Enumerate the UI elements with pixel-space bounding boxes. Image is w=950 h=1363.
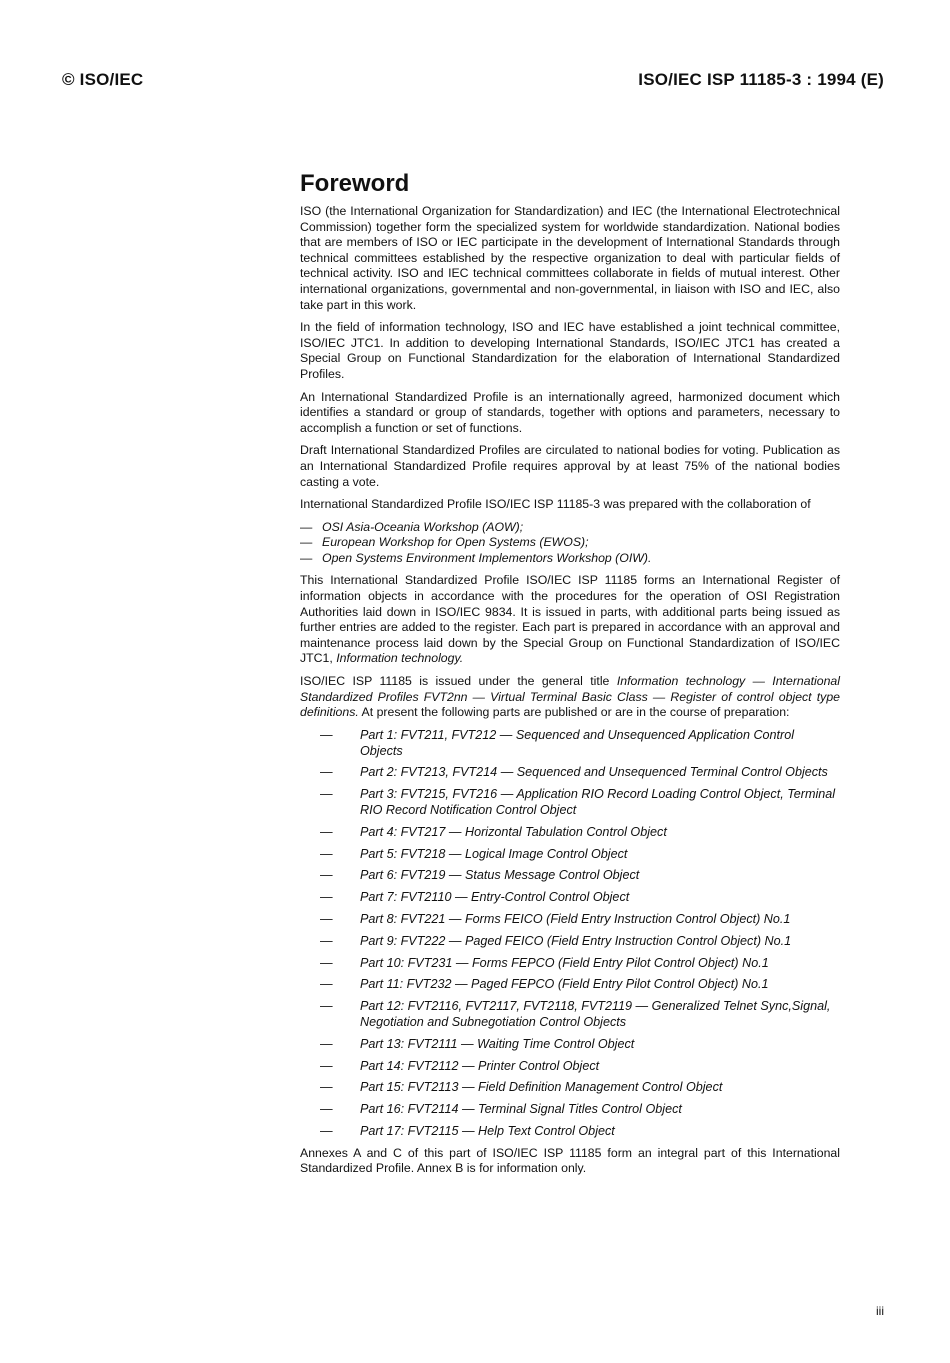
list-item: [300, 765, 840, 781]
part-title: Part 16: FVT2114 — Terminal Signal Titles Control Object: [360, 1102, 682, 1117]
part-title: Part 11: FVT232 — Paged FEPCO (Field Entry Pilot Control Object) No.1: [360, 977, 769, 992]
list-item: [300, 1124, 840, 1140]
general-title-intro: ISO/IEC ISP 11185 is issued under the general title: [300, 674, 610, 689]
list-item: [300, 912, 840, 928]
list-item: [300, 520, 840, 536]
list-item: [300, 999, 840, 1031]
list-item: [300, 1102, 840, 1118]
dash-marker: —: [300, 519, 313, 534]
general-title-outro: At present the following parts are published or are in the course of preparation:: [361, 705, 790, 720]
dash-marker: —: [320, 955, 333, 970]
part-title: Part 7: FVT2110 — Entry-Control Control Object: [360, 890, 630, 905]
collaborator-name: Open Systems Environment Implementors Workshop (OIW).: [322, 550, 652, 565]
header-right: ISO/IEC ISP 11185-3 : 1994 (E): [638, 70, 884, 89]
dash-marker: —: [320, 911, 333, 926]
dash-marker: —: [320, 977, 333, 992]
page-title: Foreword: [300, 170, 410, 197]
register-title: Information technology.: [336, 651, 464, 666]
list-item: [300, 551, 840, 567]
part-title: Part 1: FVT211, FVT212 — Sequenced and Unsequenced Application Control Objects: [360, 727, 795, 758]
list-item: [300, 535, 840, 551]
dash-marker: —: [320, 933, 333, 948]
paragraph-collaboration: International Standardized Profile ISO/IEC ISP 11185-3 was prepared with the collaboration of: [300, 497, 811, 512]
part-title: Part 8: FVT221 — Forms FEICO (Field Entry Instruction Control Object) No.1: [360, 911, 791, 926]
list-item: [300, 728, 840, 760]
part-title: Part 12: FVT2116, FVT2117, FVT2118, FVT2119 — Generalized Telnet Sync,Signal, Negotiation and Subnegotiation Control Objects: [360, 999, 831, 1029]
dash-marker: —: [320, 846, 333, 861]
part-title: Part 2: FVT213, FVT214 — Sequenced and Unsequenced Terminal Control Objects: [360, 765, 828, 780]
dash-marker: —: [320, 890, 333, 905]
collaborator-name: OSI Asia-Oceania Workshop (AOW);: [322, 519, 524, 534]
list-item: [300, 847, 840, 863]
list-item: [300, 787, 840, 819]
foreword-section: [300, 170, 840, 1184]
paragraph-voting: Draft International Standardized Profiles are circulated to national bodies for voting. Publication as an International Standardized Profile requires approval by at least 75% of the national bodies casting a vote.: [300, 443, 840, 489]
list-item: [300, 956, 840, 972]
dash-marker: —: [320, 765, 333, 780]
list-item: [300, 977, 840, 993]
paragraph-annexes: Annexes A and C of this part of ISO/IEC ISP 11185 form an integral part of this International Standardized Profile. Annex B is for information only.: [300, 1145, 840, 1176]
dash-marker: —: [320, 727, 333, 742]
dash-marker: —: [320, 1102, 333, 1117]
dash-marker: —: [300, 550, 313, 565]
part-title: Part 4: FVT217 — Horizontal Tabulation Control Object: [360, 824, 667, 839]
list-item: [300, 825, 840, 841]
part-title: Part 10: FVT231 — Forms FEPCO (Field Entry Pilot Control Object) No.1: [360, 955, 769, 970]
dash-marker: —: [320, 787, 333, 802]
list-item: [300, 1059, 840, 1075]
part-title: Part 15: FVT2113 — Field Definition Management Control Object: [360, 1080, 723, 1095]
dash-marker: —: [320, 999, 333, 1014]
page-number: iii: [876, 1304, 884, 1318]
paragraph-register: [300, 573, 840, 667]
part-title: Part 6: FVT219 — Status Message Control Object: [360, 868, 640, 883]
part-title: Part 17: FVT2115 — Help Text Control Object: [360, 1123, 615, 1138]
dash-marker: —: [320, 868, 333, 883]
part-title: Part 9: FVT222 — Paged FEICO (Field Entry Instruction Control Object) No.1: [360, 933, 792, 948]
list-item: [300, 1037, 840, 1053]
part-title: Part 14: FVT2112 — Printer Control Object: [360, 1058, 600, 1073]
paragraph-general-title: [300, 674, 840, 721]
part-title: Part 3: FVT215, FVT216 — Application RIO Record Loading Control Object, Terminal RIO Record Notification Control Object: [360, 787, 836, 817]
list-item: [300, 868, 840, 884]
dash-marker: —: [320, 1058, 333, 1073]
dash-marker: —: [320, 1036, 333, 1051]
header-left: © ISO/IEC: [62, 70, 144, 89]
paragraph-iso-iec: ISO (the International Organization for Standardization) and IEC (the International Electrotechnical Commission) together form the specialized system for worldwide standardization. National bodies that are members of ISO or IEC participate in the development of International Standards through technical committees established by the respective organization to deal with particular fields of technical activity. ISO and IEC technical committees collaborate in fields of mutual interest. Other international organizations, governmental and non-governmental, in liaison with ISO and IEC, also take part in this work.: [300, 204, 840, 312]
parts-list: [300, 728, 840, 1140]
part-title: Part 5: FVT218 — Logical Image Control Object: [360, 846, 628, 861]
part-title: Part 13: FVT2111 — Waiting Time Control Object: [360, 1036, 635, 1051]
dash-marker: —: [320, 1123, 333, 1138]
paragraph-isp-definition: An International Standardized Profile is an internationally agreed, harmonized document which identifies a standard or group of standards, together with options and parameters, necessary to accomplish a function or set of functions.: [300, 389, 840, 435]
list-item: [300, 890, 840, 906]
list-item: [300, 1080, 840, 1096]
collaborator-list: [300, 520, 840, 567]
general-title: Information technology — International Standardized Profiles FVT2nn — Virtual Terminal Basic Class — Register of control object type definitions.: [300, 674, 840, 720]
dash-marker: —: [300, 535, 313, 550]
collaborator-name: European Workshop for Open Systems (EWOS);: [322, 535, 589, 550]
register-text: This International Standardized Profile ISO/IEC ISP 11185 forms an International Register of information objects in accordance with the procedures for the operation of OSI Registration Authorities laid down in ISO/IEC 9834. It is issued in parts, with additional parts being issued as further entries are added to the register. Each part is prepared in accordance with an approval and maintenance process laid down by the Special Group on Functional Standardization of ISO/IEC JTC1,: [300, 573, 840, 666]
paragraph-jtc1: In the field of information technology, ISO and IEC have established a joint technical committee, ISO/IEC JTC1. In addition to developing International Standards, ISO/IEC JTC1 has created a Special Group on Functional Standardization for the elaboration of International Standardized Profiles.: [300, 320, 840, 381]
dash-marker: —: [320, 1080, 333, 1095]
dash-marker: —: [320, 824, 333, 839]
list-item: [300, 934, 840, 950]
